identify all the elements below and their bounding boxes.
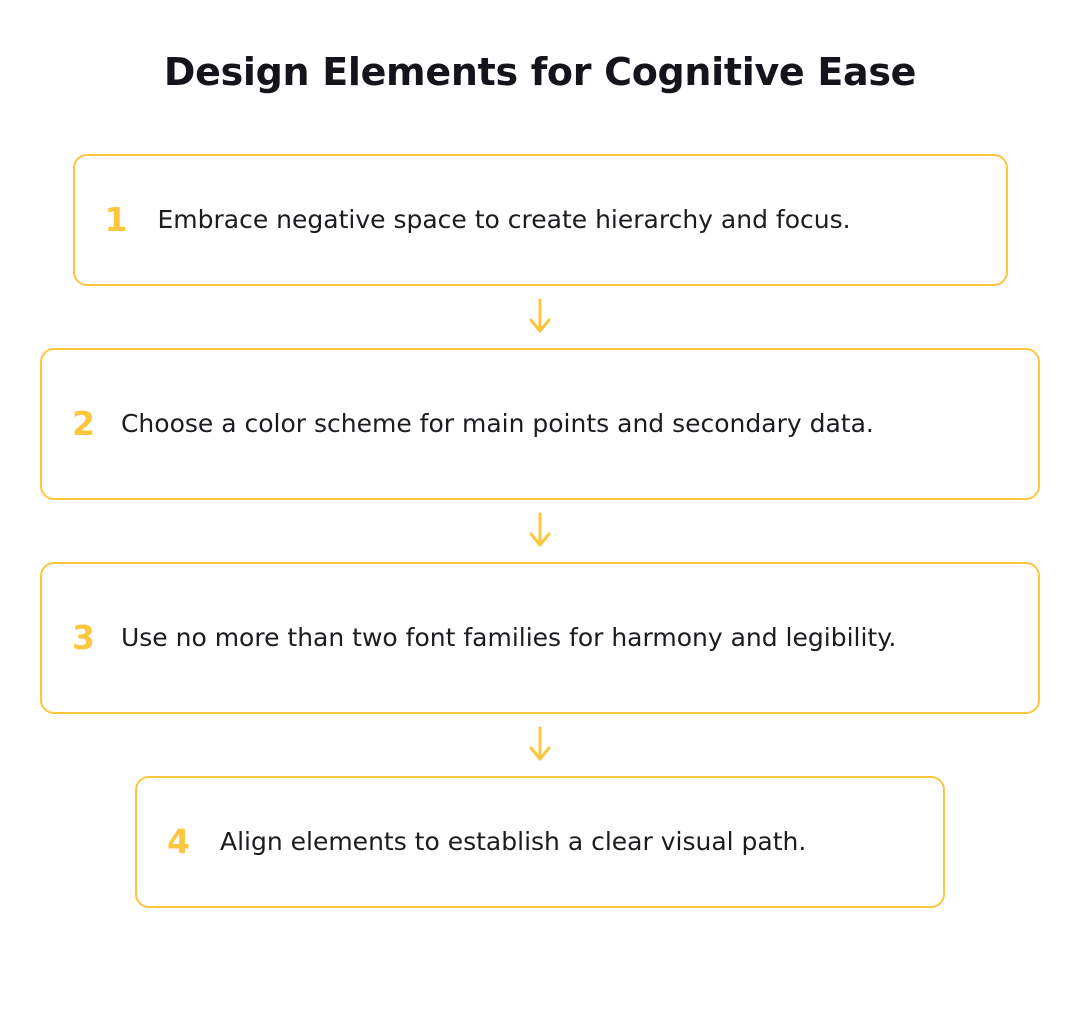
step-text: Align elements to establish a clear visual path. (219, 826, 807, 856)
page-title: Design Elements for Cognitive Ease (163, 50, 917, 94)
step-text: Embrace negative space to create hierarchy and focus. (157, 204, 851, 234)
step-text: Use no more than two font families for harmony and legibility. (120, 622, 897, 652)
arrow-down-icon (0, 286, 1080, 348)
step-text: Choose a color scheme for main points and secondary data. (120, 408, 874, 438)
step-number: 2 (72, 404, 95, 444)
arrow-down-icon (0, 714, 1080, 776)
step-number: 3 (72, 618, 95, 658)
flow-step-1 (73, 154, 1008, 286)
flow-step-4 (135, 776, 945, 908)
flow-step-2 (40, 348, 1040, 500)
step-number: 1 (104, 200, 128, 240)
flow-chart (0, 154, 1080, 908)
arrow-down-icon (0, 500, 1080, 562)
step-number: 4 (167, 822, 190, 862)
flow-step-3 (40, 562, 1040, 714)
